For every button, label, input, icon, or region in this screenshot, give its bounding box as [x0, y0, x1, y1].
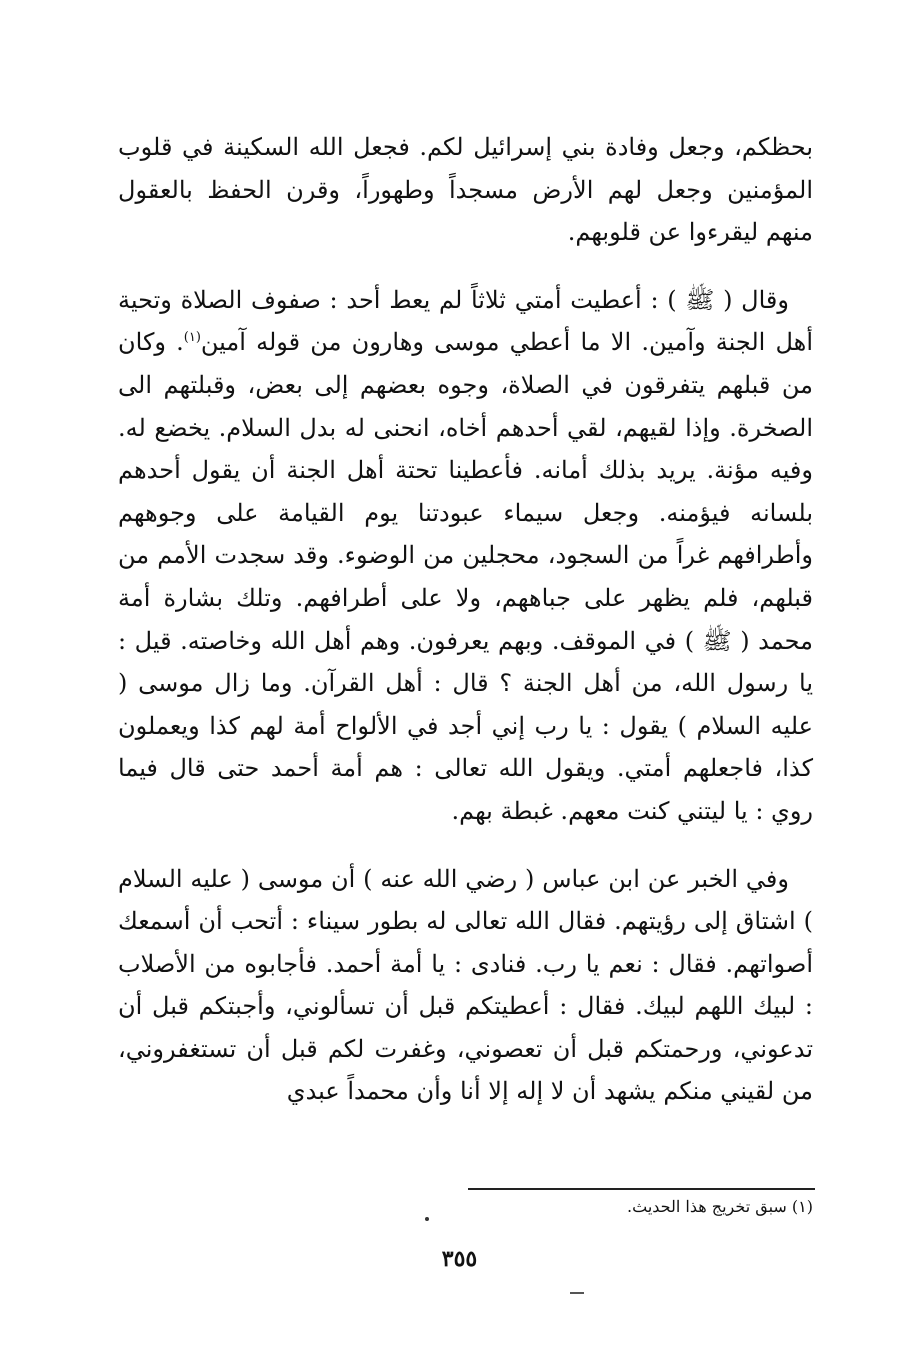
paragraph-1 [118, 126, 813, 254]
paragraph-2 [118, 279, 813, 833]
print-speck [425, 1217, 429, 1221]
footnote-separator [468, 1188, 815, 1190]
paragraph-2-text-start: وقال ( ﷺ ) : أعطيت أمتي ثلاثاً لم يعط أحد : صفوف الصلاة وتحية أهل الجنة وآمين. الا ما أعطي موسى وهارون من قوله آمين [118, 285, 813, 357]
paragraph-3 [118, 858, 813, 1114]
paragraph-1-text: بحظكم، وجعل وفادة بني إسرائيل لكم. فجعل الله السكينة في قلوب المؤمنين وجعل لهم الأرض مسجداً وطهوراً، وقرن الحفظ بالعقول منهم ليقرءوا عن قلوبهم. [118, 133, 813, 247]
main-text-block [118, 126, 813, 1113]
page-number: ٣٥٥ [441, 1246, 478, 1272]
paragraph-3-text: وفي الخبر عن ابن عباس ( رضي الله عنه ) أن موسى ( عليه السلام ) اشتاق إلى رؤيتهم. فقال الله تعالى له بطور سيناء : أتحب أن أسمعك أصواتهم. فقال : نعم يا رب. فنادى : يا أمة أحمد. فأجابوه من الأصلاب : لبيك اللهم لبيك. فقال : أعطيتكم قبل أن تسألوني، وأجبتكم قبل أن تدعوني، ورحمتكم قبل أن تعصوني، وغفرت لكم قبل أن تستغفروني، من لقيني منكم يشهد أن لا إله إلا أنا وأن محمداً عبدي [118, 864, 813, 1106]
print-mark [570, 1292, 584, 1294]
footnote-reference-1: (١) [183, 330, 201, 346]
paragraph-2-text-rest: . وكان من قبلهم يتفرقون في الصلاة، وجوه بعضهم إلى بعض، وقبلتهم الى الصخرة. وإذا لقيهم، لقي أحدهم أخاه، انحنى له بدل السلام. يخضع له. وفيه مؤنة. يريد بذلك أمانه. فأعطينا تحتة أهل الجنة أن يقول أحدهم بلسانه فيؤمنه. وجعل سيماء عبودتنا يوم القيامة على وجوههم وأطرافهم غراً من السجود، محجلين من الوضوء. وقد سجدت الأمم من قبلهم، فلم يظهر على جباههم، ولا على أطرافهم. وتلك بشارة أمة محمد ( ﷺ ) في الموقف. وبهم يعرفون. وهم أهل الله وخاصته. قيل : يا رسول الله، من أهل الجنة ؟ قال : أهل القرآن. وما زال موسى ( عليه السلام ) يقول : يا رب إني أجد في الألواح أمة لهم كذا ويعملون كذا، فاجعلهم أمتي. ويقول الله تعالى : هم أمة أحمد حتى قال فيما روي : يا ليتني كنت معهم. غبطة بهم. [118, 328, 814, 825]
footnote-1: (١) سبق تخريج هذا الحديث. [627, 1197, 813, 1216]
